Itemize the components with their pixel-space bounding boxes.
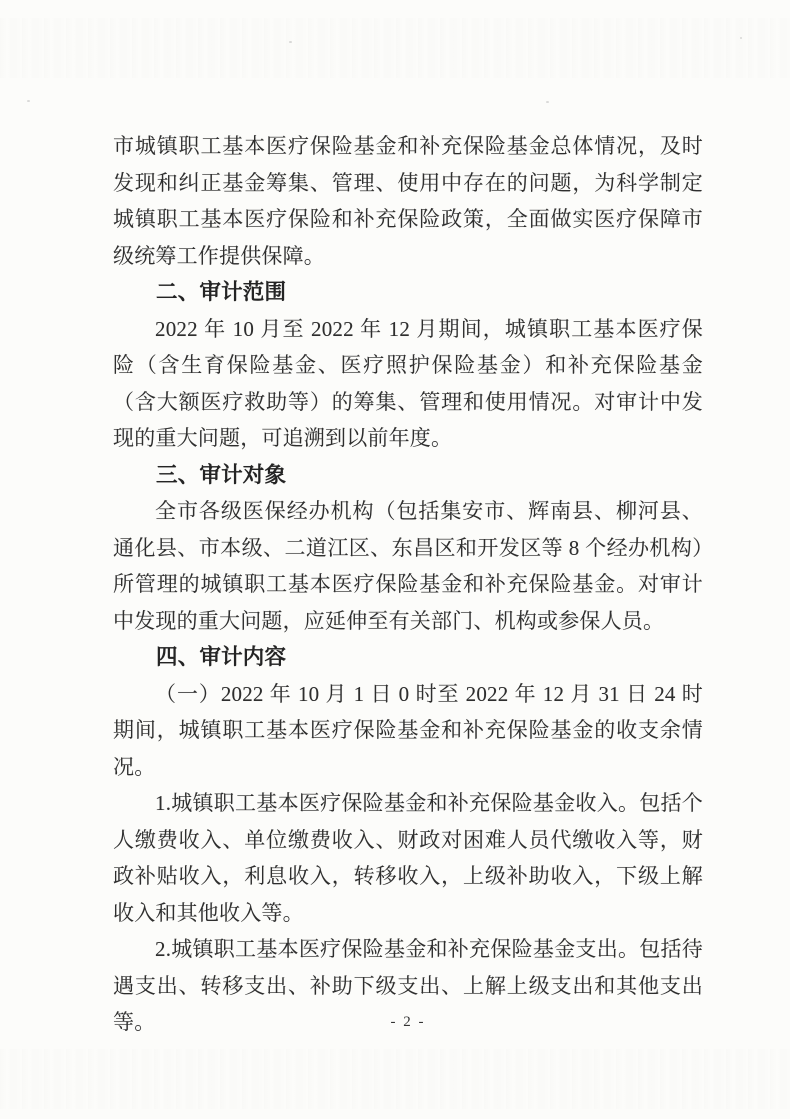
paragraph-fund-expenditure: 2.城镇职工基本医疗保险基金和补充保险基金支出。包括待遇支出、转移支出、补助下级支出、上解上级支出和其他支出等。: [113, 937, 703, 1034]
scan-speck: [740, 37, 742, 39]
paragraph-audit-content-period: （一）2022 年 10 月 1 日 0 时至 2022 年 12 月 31 日 24 时期间，城镇职工基本医疗保险基金和补充保险基金的收支余情况。: [113, 681, 703, 779]
paragraph-audit-scope: 2022 年 10 月至 2022 年 12 月期间，城镇职工基本医疗保险（含生育保险基金、医疗照护保险基金）和补充保险基金（含大额医疗救助等）的筹集、管理和使用情况。对审计中发现的重大问题，可追溯到以前年度。: [113, 316, 703, 450]
paragraph-audit-subjects: 全市各级医保经办机构（包括集安市、辉南县、柳河县、通化县、市本级、二道江区、东昌区和开发区等 8 个经办机构）所管理的城镇职工基本医疗保险基金和补充保险基金。对审计中发现的重大问题，应延伸至有关部门、机构或参保人员。: [113, 499, 703, 633]
scan-speck: [289, 41, 292, 43]
heading-audit-scope: 二、审计范围: [156, 280, 287, 304]
scan-speck: [27, 100, 30, 102]
page-number: - 2 -: [390, 1014, 426, 1030]
heading-audit-subjects: 三、审计对象: [156, 462, 287, 487]
scan-noise-artifact: [0, 18, 790, 78]
heading-audit-content: 四、审计内容: [156, 645, 287, 669]
document-body: [113, 128, 703, 1041]
scan-speck: [546, 101, 549, 103]
scan-noise-artifact: [0, 1049, 790, 1109]
paragraph-audit-purpose-continued: 市城镇职工基本医疗保险基金和补充保险基金总体情况，及时发现和纠正基金筹集、管理、使用中存在的问题，为科学制定城镇职工基本医疗保险和补充保险政策，全面做实医疗保障市级统筹工作提供保障。: [113, 134, 703, 268]
paragraph-fund-income: 1.城镇职工基本医疗保险基金和补充保险基金收入。包括个人缴费收入、单位缴费收入、财政对困难人员代缴收入等，财政补贴收入，利息收入，转移收入，上级补助收入，下级上解收入和其他收入等。: [113, 791, 703, 925]
